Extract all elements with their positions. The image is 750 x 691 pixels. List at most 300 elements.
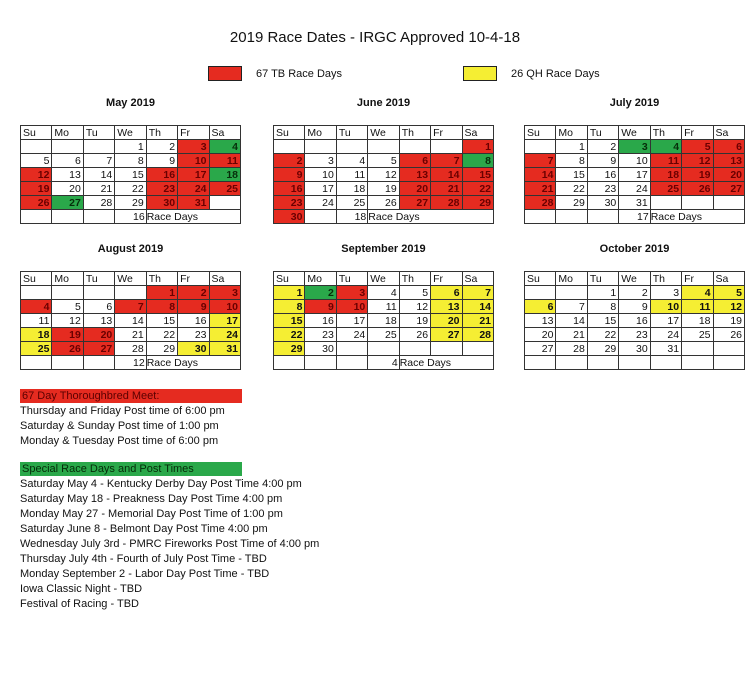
day-cell: 6 xyxy=(52,154,83,168)
week-row xyxy=(274,328,494,342)
summary-row xyxy=(21,356,241,370)
weekday-header: Th xyxy=(146,126,177,140)
day-cell: 1 xyxy=(115,140,146,154)
empty-cell xyxy=(556,210,587,224)
legend-tb-label: 67 TB Race Days xyxy=(256,67,343,80)
day-cell: 19 xyxy=(399,314,430,328)
special-day-line: Thursday July 4th - Fourth of July Post Time - TBD xyxy=(20,553,267,565)
day-cell: 24 xyxy=(619,182,650,196)
day-cell: 16 xyxy=(305,314,336,328)
empty-cell xyxy=(52,356,83,370)
empty-cell xyxy=(52,210,83,224)
day-cell xyxy=(368,140,399,154)
day-cell: 3 xyxy=(178,140,209,154)
day-cell xyxy=(713,342,744,356)
empty-cell xyxy=(682,356,713,370)
tb-meet-heading: 67 Day Thoroughbred Meet: xyxy=(20,389,242,403)
day-cell: 23 xyxy=(146,182,177,196)
empty-cell xyxy=(525,210,556,224)
day-cell xyxy=(52,140,83,154)
weekday-header: Mo xyxy=(556,272,587,286)
month-grid xyxy=(20,125,241,224)
day-cell: 16 xyxy=(587,168,618,182)
day-cell: 25 xyxy=(336,196,367,210)
day-cell: 9 xyxy=(619,300,650,314)
empty-cell xyxy=(619,356,650,370)
empty-cell xyxy=(21,356,52,370)
day-cell: 25 xyxy=(21,342,52,356)
day-cell: 22 xyxy=(146,328,177,342)
day-cell: 3 xyxy=(209,286,240,300)
week-row xyxy=(274,154,494,168)
weekday-header: Sa xyxy=(209,272,240,286)
calendar-august xyxy=(20,243,241,370)
week-row xyxy=(21,182,241,196)
day-cell: 5 xyxy=(682,140,713,154)
day-cell: 2 xyxy=(619,286,650,300)
day-cell: 29 xyxy=(587,342,618,356)
day-cell: 19 xyxy=(52,328,83,342)
weekday-header: Mo xyxy=(556,126,587,140)
weekday-header: Tu xyxy=(336,126,367,140)
week-row xyxy=(274,140,494,154)
day-cell: 4 xyxy=(368,286,399,300)
race-day-label: Race Days xyxy=(146,210,240,224)
day-cell: 5 xyxy=(399,286,430,300)
day-cell: 25 xyxy=(650,182,681,196)
week-row xyxy=(21,314,241,328)
day-cell: 31 xyxy=(619,196,650,210)
day-cell: 8 xyxy=(146,300,177,314)
weekday-header: Th xyxy=(399,126,430,140)
week-row xyxy=(274,168,494,182)
race-day-count: 16 xyxy=(115,210,146,224)
day-cell: 12 xyxy=(21,168,52,182)
day-cell: 13 xyxy=(431,300,462,314)
legend-qh-label: 26 QH Race Days xyxy=(511,67,600,80)
weekday-header: Tu xyxy=(587,272,618,286)
day-cell: 10 xyxy=(305,168,336,182)
day-cell: 7 xyxy=(525,154,556,168)
race-day-label: Race Days xyxy=(399,356,493,370)
day-cell: 28 xyxy=(525,196,556,210)
day-cell: 13 xyxy=(525,314,556,328)
special-day-line: Saturday June 8 - Belmont Day Post Time 4:00 pm xyxy=(20,523,268,535)
day-cell: 25 xyxy=(368,328,399,342)
empty-cell xyxy=(274,356,305,370)
day-cell xyxy=(525,286,556,300)
day-cell xyxy=(209,196,240,210)
day-cell: 6 xyxy=(399,154,430,168)
legend-tb-swatch xyxy=(208,66,242,81)
day-cell: 25 xyxy=(209,182,240,196)
day-cell: 7 xyxy=(115,300,146,314)
race-day-label: Race Days xyxy=(368,210,494,224)
day-cell: 3 xyxy=(336,286,367,300)
weekday-header-row xyxy=(525,272,745,286)
day-cell: 28 xyxy=(115,342,146,356)
day-cell: 27 xyxy=(431,328,462,342)
day-cell: 29 xyxy=(274,342,305,356)
month-grid xyxy=(273,271,494,370)
day-cell xyxy=(21,140,52,154)
week-row xyxy=(21,168,241,182)
day-cell: 18 xyxy=(650,168,681,182)
day-cell: 18 xyxy=(368,314,399,328)
race-day-label: Race Days xyxy=(650,210,744,224)
day-cell: 28 xyxy=(83,196,114,210)
day-cell: 3 xyxy=(650,286,681,300)
weekday-header: Sa xyxy=(713,272,744,286)
week-row xyxy=(525,342,745,356)
day-cell: 6 xyxy=(525,300,556,314)
empty-cell xyxy=(587,356,618,370)
month-title: July 2019 xyxy=(609,97,660,109)
day-cell: 22 xyxy=(556,182,587,196)
weekday-header: Mo xyxy=(52,272,83,286)
day-cell xyxy=(83,286,114,300)
day-cell: 8 xyxy=(587,300,618,314)
day-cell: 2 xyxy=(146,140,177,154)
day-cell: 3 xyxy=(305,154,336,168)
weekday-header: Sa xyxy=(462,126,493,140)
day-cell: 11 xyxy=(368,300,399,314)
week-row xyxy=(21,154,241,168)
special-day-line: Wednesday July 3rd - PMRC Fireworks Post Time of 4:00 pm xyxy=(20,538,320,550)
weekday-header: Tu xyxy=(587,126,618,140)
empty-cell xyxy=(650,356,681,370)
weekday-header: Th xyxy=(146,272,177,286)
day-cell: 22 xyxy=(587,328,618,342)
special-day-line: Monday September 2 - Labor Day Post Time - TBD xyxy=(20,568,270,580)
day-cell: 18 xyxy=(682,314,713,328)
weekday-header: Fr xyxy=(178,272,209,286)
day-cell: 1 xyxy=(146,286,177,300)
day-cell: 17 xyxy=(178,168,209,182)
month-grid xyxy=(524,125,745,224)
week-row xyxy=(525,356,745,370)
day-cell: 1 xyxy=(556,140,587,154)
day-cell: 31 xyxy=(650,342,681,356)
empty-cell xyxy=(83,210,114,224)
week-row xyxy=(21,300,241,314)
race-day-label: Race Days xyxy=(146,356,240,370)
day-cell: 30 xyxy=(587,196,618,210)
day-cell: 7 xyxy=(431,154,462,168)
day-cell: 23 xyxy=(274,196,305,210)
day-cell: 15 xyxy=(115,168,146,182)
month-title: October 2019 xyxy=(599,243,670,255)
weekday-header: Mo xyxy=(52,126,83,140)
week-row xyxy=(525,300,745,314)
week-row xyxy=(274,196,494,210)
empty-cell xyxy=(305,210,336,224)
day-cell: 26 xyxy=(368,196,399,210)
day-cell xyxy=(431,342,462,356)
day-cell: 2 xyxy=(305,286,336,300)
month-title: May 2019 xyxy=(106,97,155,109)
day-cell: 21 xyxy=(115,328,146,342)
day-cell: 27 xyxy=(399,196,430,210)
weekday-header: We xyxy=(368,272,399,286)
day-cell: 15 xyxy=(274,314,305,328)
day-cell: 27 xyxy=(525,342,556,356)
month-grid xyxy=(524,271,745,370)
weekday-header-row xyxy=(21,126,241,140)
week-row xyxy=(525,182,745,196)
day-cell: 14 xyxy=(462,300,493,314)
weekday-header: Fr xyxy=(682,126,713,140)
month-title: August 2019 xyxy=(97,243,164,255)
weekday-header: Su xyxy=(21,272,52,286)
day-cell: 11 xyxy=(21,314,52,328)
day-cell: 2 xyxy=(274,154,305,168)
empty-cell xyxy=(336,356,367,370)
day-cell: 14 xyxy=(431,168,462,182)
day-cell: 20 xyxy=(83,328,114,342)
weekday-header: We xyxy=(115,272,146,286)
day-cell: 22 xyxy=(274,328,305,342)
empty-cell xyxy=(713,356,744,370)
day-cell: 24 xyxy=(650,328,681,342)
week-row xyxy=(21,342,241,356)
day-cell: 6 xyxy=(713,140,744,154)
day-cell: 26 xyxy=(682,182,713,196)
day-cell: 11 xyxy=(209,154,240,168)
week-row xyxy=(525,168,745,182)
day-cell: 19 xyxy=(713,314,744,328)
weekday-header: Fr xyxy=(178,126,209,140)
day-cell: 31 xyxy=(209,342,240,356)
day-cell xyxy=(305,140,336,154)
empty-cell xyxy=(305,356,336,370)
day-cell: 13 xyxy=(399,168,430,182)
day-cell: 4 xyxy=(682,286,713,300)
day-cell: 1 xyxy=(462,140,493,154)
day-cell: 24 xyxy=(178,182,209,196)
weekday-header: Tu xyxy=(83,272,114,286)
day-cell: 4 xyxy=(209,140,240,154)
calendar-october xyxy=(524,243,745,370)
day-cell: 12 xyxy=(52,314,83,328)
day-cell: 29 xyxy=(115,196,146,210)
special-day-line: Saturday May 18 - Preakness Day Post Time 4:00 pm xyxy=(20,493,283,505)
day-cell: 14 xyxy=(115,314,146,328)
day-cell xyxy=(399,342,430,356)
day-cell: 18 xyxy=(21,328,52,342)
weekday-header: Su xyxy=(525,272,556,286)
empty-cell xyxy=(83,356,114,370)
week-row xyxy=(274,314,494,328)
day-cell: 9 xyxy=(587,154,618,168)
day-cell: 16 xyxy=(619,314,650,328)
legend-tb xyxy=(208,66,342,81)
week-row xyxy=(21,140,241,154)
day-cell: 19 xyxy=(368,182,399,196)
legend-qh-swatch xyxy=(463,66,497,81)
weekday-header: Mo xyxy=(305,272,336,286)
day-cell: 19 xyxy=(682,168,713,182)
day-cell xyxy=(21,286,52,300)
day-cell: 29 xyxy=(462,196,493,210)
page-title: 2019 Race Dates - IRGC Approved 10-4-18 xyxy=(229,29,521,46)
day-cell: 20 xyxy=(52,182,83,196)
week-row xyxy=(21,328,241,342)
empty-cell xyxy=(525,356,556,370)
week-row xyxy=(274,342,494,356)
week-row xyxy=(274,182,494,196)
day-cell: 13 xyxy=(52,168,83,182)
day-cell: 8 xyxy=(556,154,587,168)
day-cell: 17 xyxy=(619,168,650,182)
day-cell: 19 xyxy=(21,182,52,196)
week-row xyxy=(525,140,745,154)
weekday-header: Mo xyxy=(305,126,336,140)
day-cell: 5 xyxy=(713,286,744,300)
day-cell: 23 xyxy=(305,328,336,342)
day-cell: 12 xyxy=(682,154,713,168)
day-cell: 4 xyxy=(21,300,52,314)
tb-meet-line: Monday & Tuesday Post time of 6:00 pm xyxy=(20,435,219,447)
day-cell: 13 xyxy=(83,314,114,328)
day-cell: 31 xyxy=(178,196,209,210)
day-cell: 5 xyxy=(21,154,52,168)
day-cell: 20 xyxy=(525,328,556,342)
week-row xyxy=(525,154,745,168)
day-cell: 16 xyxy=(146,168,177,182)
day-cell: 23 xyxy=(619,328,650,342)
day-cell: 20 xyxy=(399,182,430,196)
weekday-header-row xyxy=(274,126,494,140)
day-cell: 17 xyxy=(650,314,681,328)
day-cell xyxy=(336,342,367,356)
special-day-line: Monday May 27 - Memorial Day Post Time of 1:00 pm xyxy=(20,508,283,520)
day-cell: 11 xyxy=(682,300,713,314)
day-cell: 17 xyxy=(336,314,367,328)
day-cell xyxy=(336,140,367,154)
calendar-june xyxy=(273,97,494,224)
weekday-header-row xyxy=(21,272,241,286)
day-cell: 10 xyxy=(336,300,367,314)
day-cell: 8 xyxy=(274,300,305,314)
week-row xyxy=(274,300,494,314)
day-cell: 7 xyxy=(83,154,114,168)
day-cell: 30 xyxy=(146,196,177,210)
day-cell: 22 xyxy=(462,182,493,196)
month-title: June 2019 xyxy=(356,97,411,109)
week-row xyxy=(525,314,745,328)
day-cell: 21 xyxy=(83,182,114,196)
day-cell: 7 xyxy=(462,286,493,300)
day-cell: 10 xyxy=(650,300,681,314)
day-cell: 27 xyxy=(83,342,114,356)
day-cell: 6 xyxy=(83,300,114,314)
weekday-header: Tu xyxy=(83,126,114,140)
day-cell xyxy=(713,196,744,210)
day-cell: 20 xyxy=(431,314,462,328)
calendar-september xyxy=(273,243,494,370)
day-cell: 17 xyxy=(305,182,336,196)
special-day-line: Iowa Classic Night - TBD xyxy=(20,583,143,595)
month-grid xyxy=(20,271,241,370)
day-cell: 6 xyxy=(431,286,462,300)
day-cell xyxy=(274,140,305,154)
weekday-header: We xyxy=(368,126,399,140)
day-cell: 21 xyxy=(462,314,493,328)
day-cell xyxy=(115,286,146,300)
day-cell: 26 xyxy=(713,328,744,342)
day-cell: 1 xyxy=(587,286,618,300)
day-cell xyxy=(462,342,493,356)
summary-row xyxy=(525,210,745,224)
weekday-header: Su xyxy=(21,126,52,140)
day-cell: 2 xyxy=(178,286,209,300)
day-cell: 8 xyxy=(462,154,493,168)
day-cell: 26 xyxy=(399,328,430,342)
day-cell: 30 xyxy=(178,342,209,356)
week-row xyxy=(525,286,745,300)
day-cell xyxy=(52,286,83,300)
day-cell: 24 xyxy=(305,196,336,210)
day-cell: 5 xyxy=(368,154,399,168)
weekday-header: Su xyxy=(274,272,305,286)
race-day-count: 4 xyxy=(368,356,399,370)
day-cell: 9 xyxy=(274,168,305,182)
day-cell: 12 xyxy=(368,168,399,182)
day-cell: 29 xyxy=(146,342,177,356)
day-cell: 28 xyxy=(462,328,493,342)
day-cell: 9 xyxy=(146,154,177,168)
weekday-header: Th xyxy=(650,272,681,286)
day-cell: 30 xyxy=(305,342,336,356)
race-day-count: 12 xyxy=(115,356,146,370)
week-row xyxy=(21,286,241,300)
day-cell: 24 xyxy=(336,328,367,342)
weekday-header: Sa xyxy=(209,126,240,140)
weekday-header: Tu xyxy=(336,272,367,286)
day-cell: 5 xyxy=(52,300,83,314)
empty-cell xyxy=(587,210,618,224)
day-cell: 21 xyxy=(525,182,556,196)
day-cell: 23 xyxy=(178,328,209,342)
day-cell xyxy=(83,140,114,154)
day-cell: 15 xyxy=(146,314,177,328)
race-day-count: 18 xyxy=(336,210,367,224)
day-cell: 2 xyxy=(587,140,618,154)
day-cell: 26 xyxy=(21,196,52,210)
day-cell: 28 xyxy=(556,342,587,356)
day-cell: 30 xyxy=(619,342,650,356)
month-title: September 2019 xyxy=(341,243,426,255)
weekday-header: Fr xyxy=(431,126,462,140)
special-days-section xyxy=(20,462,319,612)
day-cell xyxy=(682,342,713,356)
day-cell: 3 xyxy=(619,140,650,154)
weekday-header: Su xyxy=(274,126,305,140)
day-cell: 15 xyxy=(587,314,618,328)
weekday-header: Th xyxy=(650,126,681,140)
weekday-header: Sa xyxy=(713,126,744,140)
day-cell: 23 xyxy=(587,182,618,196)
summary-row xyxy=(274,356,494,370)
day-cell: 16 xyxy=(178,314,209,328)
weekday-header: Sa xyxy=(462,272,493,286)
weekday-header: We xyxy=(619,272,650,286)
day-cell: 10 xyxy=(178,154,209,168)
day-cell: 26 xyxy=(52,342,83,356)
day-cell: 15 xyxy=(556,168,587,182)
weekday-header: We xyxy=(115,126,146,140)
